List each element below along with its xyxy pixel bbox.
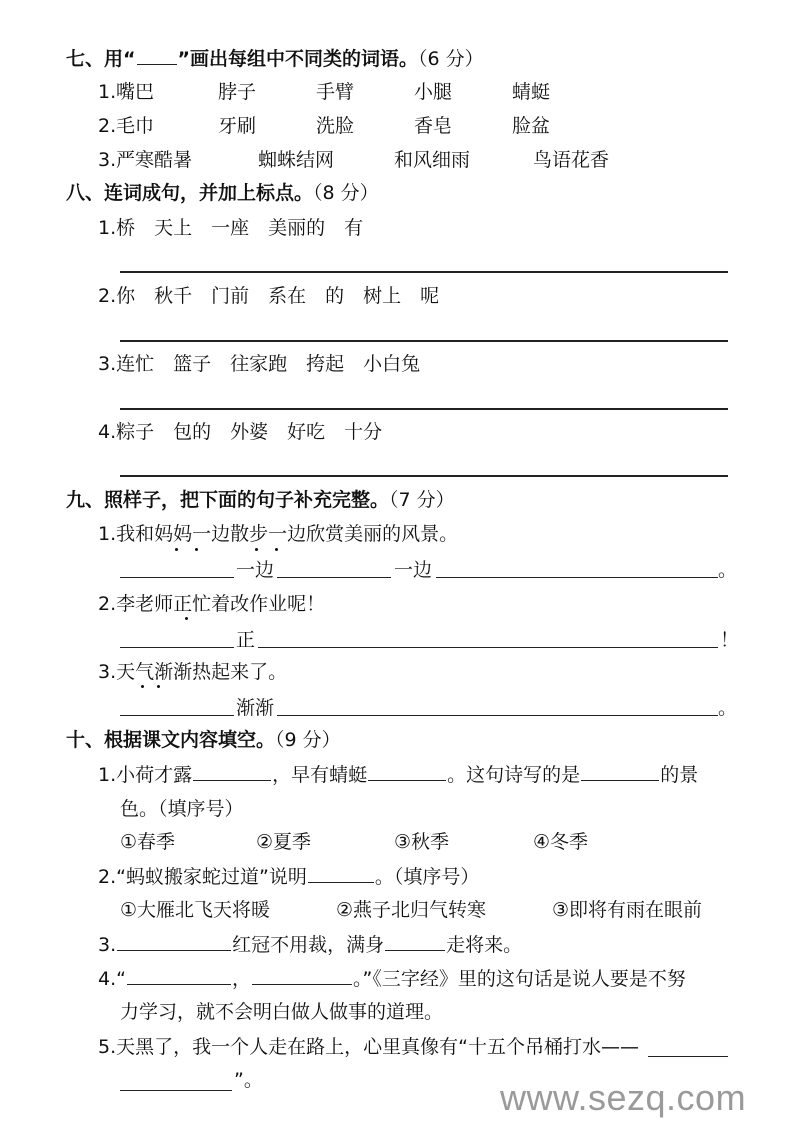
emphasis-dot bbox=[195, 548, 198, 551]
item-number: 1. bbox=[98, 81, 117, 103]
question-text: 红冠不用裁，满身 bbox=[232, 934, 385, 956]
option[interactable]: ②燕子北归气转寒 bbox=[336, 899, 487, 921]
fill-blank[interactable] bbox=[581, 762, 659, 781]
s8-item-4 bbox=[98, 420, 382, 444]
question-text: 天黑了，我一个人走在路上，心里真像有“十五个吊桶打水—— bbox=[116, 1036, 639, 1058]
item-number: 3. bbox=[98, 661, 117, 683]
s9-example-2 bbox=[98, 592, 325, 616]
question-text: 走将来。 bbox=[446, 934, 523, 956]
emphasis-dot bbox=[157, 685, 160, 688]
item-number: 4. bbox=[98, 421, 117, 443]
s7-word[interactable]: 小腿 bbox=[414, 81, 453, 103]
question-text: 小荷才露 bbox=[116, 764, 193, 786]
word-list: 你 秋千 门前 系在 的 树上 呢 bbox=[116, 285, 440, 307]
section-7-heading bbox=[66, 46, 484, 71]
fill-blank[interactable] bbox=[258, 647, 718, 648]
hint-text: （填序号） bbox=[393, 866, 480, 888]
s9-example-1 bbox=[98, 522, 458, 546]
item-number: 5. bbox=[98, 1036, 117, 1058]
fill-word: 一边 bbox=[236, 559, 275, 581]
emphasis-dot bbox=[275, 548, 278, 551]
s7-word[interactable]: 蜘蛛结网 bbox=[258, 149, 335, 171]
s10-q5 bbox=[98, 1035, 639, 1059]
points-label: （8 分） bbox=[313, 182, 379, 204]
points-label: （7 分） bbox=[389, 489, 455, 511]
fill-blank[interactable] bbox=[120, 647, 234, 648]
s10-q1 bbox=[98, 762, 698, 787]
s7-word[interactable]: 香皂 bbox=[414, 115, 453, 137]
item-number: 1. bbox=[98, 523, 117, 545]
fill-blank[interactable] bbox=[368, 762, 446, 781]
s10-q4-cont: 力学习，就不会明白做人做事的道理。 bbox=[120, 1001, 444, 1023]
s10-q1-cont bbox=[120, 797, 244, 821]
fill-blank[interactable] bbox=[117, 932, 231, 951]
fill-blank[interactable] bbox=[277, 577, 391, 578]
answer-line[interactable] bbox=[120, 340, 728, 342]
heading-text: 九、照样子，把下面的句子补充完整。 bbox=[66, 489, 390, 511]
option[interactable]: ①春季 bbox=[120, 831, 176, 853]
question-text: 的景 bbox=[660, 764, 699, 786]
item-number: 3. bbox=[98, 149, 117, 171]
option[interactable]: ④冬季 bbox=[533, 831, 589, 853]
s10-q3 bbox=[98, 932, 522, 957]
fill-word: 正 bbox=[236, 629, 256, 651]
s7-word[interactable]: 蜻蜓 bbox=[512, 81, 551, 103]
fill-blank[interactable] bbox=[120, 715, 234, 716]
question-text: “蚂蚁搬家蛇过道”说明 bbox=[116, 866, 307, 888]
emphasis-dot bbox=[185, 617, 188, 620]
s7-word[interactable]: 严寒酷暑 bbox=[116, 149, 193, 171]
fill-blank[interactable] bbox=[648, 1056, 728, 1057]
s7-row-1 bbox=[98, 80, 116, 104]
item-number: 3. bbox=[98, 934, 117, 956]
word-list: 粽子 包的 外婆 好吃 十分 bbox=[116, 421, 383, 443]
heading-text: 十、根据课文内容填空。 bbox=[66, 729, 276, 751]
fill-blank[interactable] bbox=[127, 966, 231, 985]
points-label: （9 分） bbox=[275, 729, 341, 751]
fill-blank[interactable] bbox=[193, 762, 271, 781]
points-label: （6 分） bbox=[418, 48, 484, 70]
quote-mark: “ bbox=[116, 968, 126, 990]
question-text: ， bbox=[231, 968, 251, 990]
fill-word: 渐渐 bbox=[236, 697, 275, 719]
emphasis-dot bbox=[141, 685, 144, 688]
option[interactable]: ③即将有雨在眼前 bbox=[552, 899, 703, 921]
question-text: 色。 bbox=[120, 798, 159, 820]
end-punct: 。 bbox=[718, 559, 738, 581]
fill-blank[interactable] bbox=[385, 932, 445, 951]
item-number: 1. bbox=[98, 764, 117, 786]
end-punct: ！ bbox=[720, 629, 740, 651]
s7-word[interactable]: 嘴巴 bbox=[116, 81, 155, 103]
word-list: 桥 天上 一座 美丽的 有 bbox=[116, 217, 364, 239]
s7-word[interactable]: 和风细雨 bbox=[394, 149, 471, 171]
option[interactable]: ②夏季 bbox=[256, 831, 312, 853]
closing-quote: ”。 bbox=[234, 1069, 263, 1091]
section-10-heading bbox=[66, 728, 341, 752]
section-8-heading bbox=[66, 181, 379, 205]
fill-blank[interactable] bbox=[120, 1090, 232, 1091]
hint-text: （填序号） bbox=[158, 798, 244, 820]
option[interactable]: ③秋季 bbox=[394, 831, 450, 853]
fill-blank[interactable] bbox=[252, 966, 352, 985]
fill-blank[interactable] bbox=[308, 864, 374, 883]
question-text: 。”《三字经》里的这句话是说人要是不努 bbox=[353, 968, 686, 990]
heading-text: 七、用“ bbox=[66, 48, 136, 70]
question-text: 。这句诗写的是 bbox=[447, 764, 581, 786]
s7-word[interactable]: 脖子 bbox=[218, 81, 257, 103]
fill-blank[interactable] bbox=[120, 577, 234, 578]
s7-word[interactable]: 毛巾 bbox=[116, 115, 155, 137]
s8-item-2 bbox=[98, 284, 439, 308]
item-number: 1. bbox=[98, 217, 117, 239]
item-number: 3. bbox=[98, 353, 117, 375]
s7-word[interactable]: 手臂 bbox=[316, 81, 355, 103]
underline-sample bbox=[137, 46, 177, 65]
s7-word[interactable]: 脸盆 bbox=[512, 115, 551, 137]
item-number: 2. bbox=[98, 866, 117, 888]
heading-text: ”画出每组中不同类的词语。 bbox=[177, 48, 418, 70]
s9-example-3 bbox=[98, 660, 287, 684]
heading-text: 八、连词成句，并加上标点。 bbox=[66, 182, 314, 204]
s8-item-1 bbox=[98, 216, 363, 240]
example-sentence: 李老师正忙着改作业呢！ bbox=[116, 593, 326, 615]
s7-word[interactable]: 牙刷 bbox=[218, 115, 257, 137]
example-sentence: 我和妈妈一边散步一边欣赏美丽的风景。 bbox=[116, 523, 459, 545]
fill-blank[interactable] bbox=[277, 715, 718, 716]
s8-item-3 bbox=[98, 352, 420, 376]
s10-q4 bbox=[98, 966, 686, 991]
answer-line[interactable] bbox=[120, 271, 728, 273]
item-number: 2. bbox=[98, 285, 117, 307]
emphasis-dot bbox=[175, 548, 178, 551]
question-text: 。 bbox=[374, 866, 394, 888]
s7-word[interactable]: 洗脸 bbox=[316, 115, 355, 137]
watermark: www.sezq.com bbox=[500, 1077, 747, 1118]
item-number: 4. bbox=[98, 968, 117, 990]
end-punct: 。 bbox=[718, 697, 738, 719]
s7-word[interactable]: 鸟语花香 bbox=[533, 149, 610, 171]
example-sentence: 天气渐渐热起来了。 bbox=[116, 661, 288, 683]
section-9-heading bbox=[66, 488, 455, 512]
s10-q2 bbox=[98, 864, 479, 889]
answer-line[interactable] bbox=[120, 408, 728, 410]
fill-word: 一边 bbox=[394, 559, 433, 581]
option[interactable]: ①大雁北飞天将暖 bbox=[120, 899, 271, 921]
answer-line[interactable] bbox=[120, 475, 728, 477]
item-number: 2. bbox=[98, 115, 117, 137]
question-text: ，早有蜻蜓 bbox=[272, 764, 368, 786]
item-number: 2. bbox=[98, 593, 117, 615]
emphasis-dot bbox=[255, 548, 258, 551]
fill-blank[interactable] bbox=[436, 577, 718, 578]
word-list: 连忙 篮子 往家跑 挎起 小白兔 bbox=[116, 353, 421, 375]
